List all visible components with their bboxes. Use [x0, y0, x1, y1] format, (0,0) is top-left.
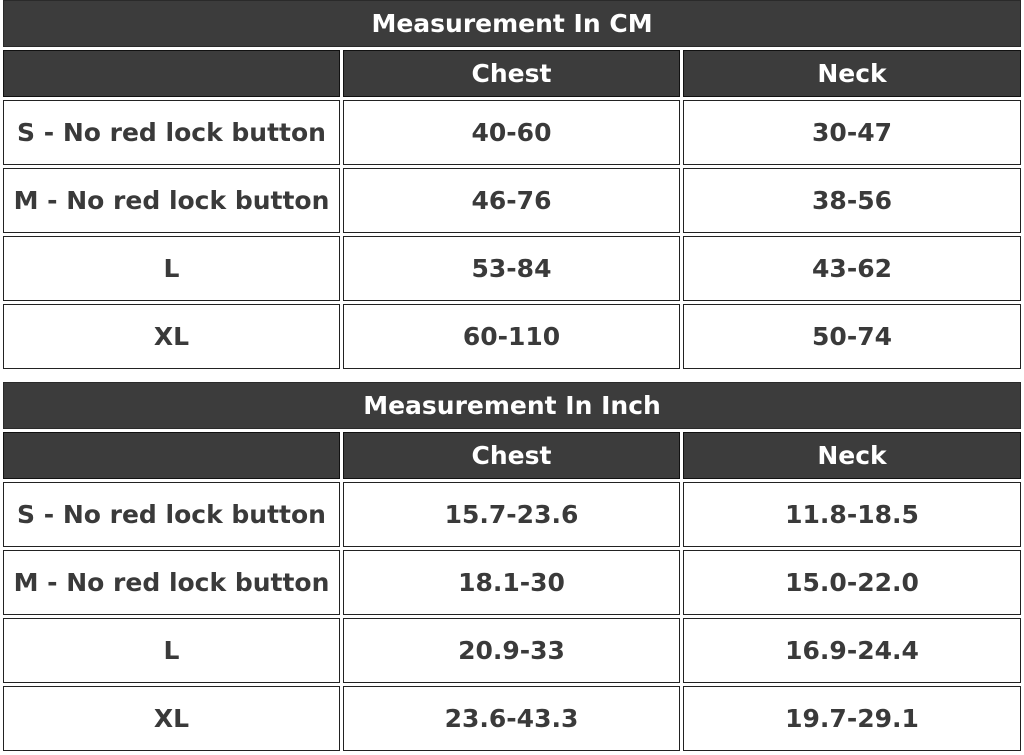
table-row: [3, 236, 1021, 301]
cell-chest: 18.1-30: [343, 550, 680, 615]
table-title: Measurement In Inch: [3, 382, 1021, 429]
cell-chest: 20.9-33: [343, 618, 680, 683]
header-neck: Neck: [683, 50, 1021, 97]
cell-chest: 15.7-23.6: [343, 482, 680, 547]
cell-neck: 50-74: [683, 304, 1021, 369]
header-chest: Chest: [343, 50, 680, 97]
header-chest: Chest: [343, 432, 680, 479]
table-title-row: [3, 0, 1021, 47]
table-title: Measurement In CM: [3, 0, 1021, 47]
cell-neck: 19.7-29.1: [683, 686, 1021, 751]
header-size: [3, 50, 340, 97]
table-row: [3, 618, 1021, 683]
table-row: [3, 304, 1021, 369]
table-row: [3, 686, 1021, 751]
cell-neck: 43-62: [683, 236, 1021, 301]
table-header-row: [3, 432, 1021, 479]
header-size: [3, 432, 340, 479]
size-chart-inch: [0, 379, 1024, 754]
table-title-row: [3, 382, 1021, 429]
table-row: [3, 550, 1021, 615]
cell-size: XL: [3, 304, 340, 369]
cell-size: L: [3, 236, 340, 301]
cell-size: L: [3, 618, 340, 683]
cell-neck: 16.9-24.4: [683, 618, 1021, 683]
cell-size: S - No red lock button: [3, 482, 340, 547]
table-row: [3, 100, 1021, 165]
cell-size: M - No red lock button: [3, 168, 340, 233]
cell-neck: 38-56: [683, 168, 1021, 233]
cell-chest: 46-76: [343, 168, 680, 233]
size-chart-cm: [0, 0, 1024, 372]
header-neck: Neck: [683, 432, 1021, 479]
table-header-row: [3, 50, 1021, 97]
cell-chest: 23.6-43.3: [343, 686, 680, 751]
cell-chest: 53-84: [343, 236, 680, 301]
table-row: [3, 168, 1021, 233]
cell-neck: 15.0-22.0: [683, 550, 1021, 615]
cell-neck: 30-47: [683, 100, 1021, 165]
cell-size: XL: [3, 686, 340, 751]
cell-neck: 11.8-18.5: [683, 482, 1021, 547]
cell-size: S - No red lock button: [3, 100, 340, 165]
cell-chest: 60-110: [343, 304, 680, 369]
table-row: [3, 482, 1021, 547]
cell-size: M - No red lock button: [3, 550, 340, 615]
cell-chest: 40-60: [343, 100, 680, 165]
